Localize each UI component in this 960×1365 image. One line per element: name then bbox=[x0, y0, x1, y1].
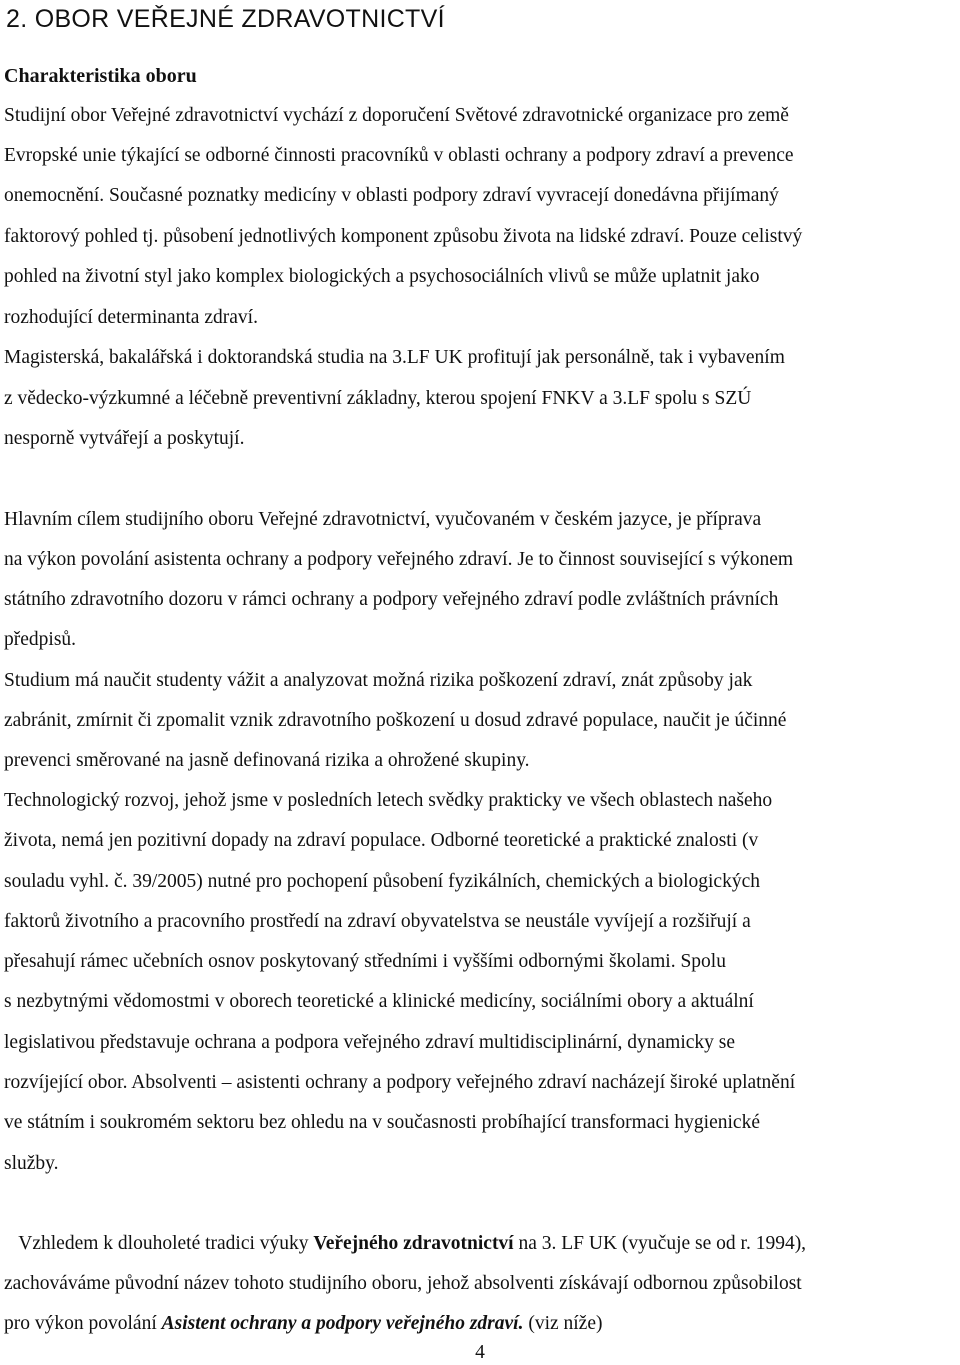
paragraph-line: Studijní obor Veřejné zdravotnictví vychází z doporučení Světové zdravotnické organizace pro země bbox=[4, 105, 789, 126]
paragraph-line: pohled na životní styl jako komplex biologických a psychosociálních vlivů se může uplatnit jako bbox=[4, 266, 760, 287]
paragraph-line: Evropské unie týkající se odborné činnosti pracovníků v oblasti ochrany a podpory zdraví a prevence bbox=[4, 145, 794, 166]
paragraph-line: z vědecko-výzkumné a léčebně preventivní základny, kterou spojení FNKV a 3.LF spolu s SZÚ bbox=[4, 388, 752, 409]
paragraph-line bbox=[4, 1230, 806, 1258]
paragraph-line: faktorový pohled tj. působení jednotlivých komponent způsobu života na lidské zdraví. Pouze celistvý bbox=[4, 226, 803, 247]
paragraph-line: souladu vyhl. č. 39/2005) nutné pro pochopení působení fyzikálních, chemických a biologických bbox=[4, 871, 760, 892]
paragraph-line: onemocnění. Současné poznatky medicíny v oblasti podpory zdraví vyvracejí donedávna přijímaný bbox=[4, 185, 779, 206]
paragraph-line: prevenci směrované na jasně definovaná rizika a ohrožené skupiny. bbox=[4, 750, 530, 771]
paragraph-line: služby. bbox=[4, 1153, 59, 1174]
emphasis-italic: Asistent ochrany a podpory veřejného zdraví. bbox=[161, 1313, 524, 1334]
paragraph-line: života, nemá jen pozitivní dopady na zdraví populace. Odborné teoretické a praktické znalosti (v bbox=[4, 830, 759, 851]
paragraph-line: Studium má naučit studenty vážit a analyzovat možná rizika poškození zdraví, znát způsoby jak bbox=[4, 670, 753, 691]
paragraph-line: rozhodující determinanta zdraví. bbox=[4, 307, 258, 328]
emphasis-bold-italic bbox=[162, 1313, 524, 1334]
section-subheading: Charakteristika oboru bbox=[4, 65, 197, 87]
paragraph-line: předpisů. bbox=[4, 629, 77, 650]
emphasis-bold: Veřejného zdravotnictví bbox=[313, 1233, 514, 1254]
paragraph-line: nesporně vytvářejí a poskytují. bbox=[4, 428, 245, 449]
page-number: 4 bbox=[475, 1342, 485, 1363]
text-span: na 3. LF UK (vyučuje se od r. 1994), bbox=[513, 1233, 807, 1254]
paragraph-line: státního zdravotního dozoru v rámci ochrany a podpory veřejného zdraví podle zvláštních právních bbox=[4, 589, 779, 610]
paragraph-line: s nezbytnými vědomostmi v oborech teoretické a klinické medicíny, sociálními obory a aktuální bbox=[4, 991, 754, 1012]
paragraph-line: zabránit, zmírnit či zpomalit vznik zdravotního poškození u dosud zdravé populace, naučit je účinné bbox=[4, 710, 787, 731]
text-span: pro výkon povolání bbox=[4, 1313, 162, 1334]
paragraph-line: Technologický rozvoj, jehož jsme v posledních letech svědky prakticky ve všech oblastech našeho bbox=[4, 790, 773, 811]
paragraph-line: Hlavním cílem studijního oboru Veřejné zdravotnictví, vyučovaném v českém jazyce, je příprava bbox=[4, 509, 762, 530]
text-span: (viz níže) bbox=[523, 1313, 603, 1334]
paragraph-line: faktorů životního a pracovního prostředí na zdraví obyvatelstva se neustále vyvíjejí a rozšiřují a bbox=[4, 911, 751, 932]
paragraph-line: přesahují rámec učebních osnov poskytovaný středními i vyššími odbornými školami. Spolu bbox=[4, 951, 726, 972]
text-span: Vzhledem k dlouholeté tradici výuky bbox=[4, 1233, 314, 1254]
paragraph-line: zachováváme původní název tohoto studijního oboru, jehož absolventi získávají odbornou způsobilost bbox=[4, 1273, 802, 1294]
paragraph-line: ve státním i soukromém sektoru bez ohledu na v současnosti probíhající transformaci hygienické bbox=[4, 1112, 760, 1133]
paragraph-line: Magisterská, bakalářská i doktorandská studia na 3.LF UK profitují jak personálně, tak i vybavením bbox=[4, 347, 785, 368]
paragraph-line: na výkon povolání asistenta ochrany a podpory veřejného zdraví. Je to činnost související s výkonem bbox=[4, 549, 794, 570]
paragraph-line bbox=[4, 1310, 603, 1338]
paragraph-line: rozvíjející obor. Absolventi – asistenti ochrany a podpory veřejného zdraví nacházejí široké uplatnění bbox=[4, 1072, 796, 1093]
paragraph-line: legislativou představuje ochrana a podpora veřejného zdraví multidisciplinární, dynamicky se bbox=[4, 1032, 736, 1053]
chapter-heading: 2. OBOR VEŘEJNÉ ZDRAVOTNICTVÍ bbox=[6, 5, 445, 33]
